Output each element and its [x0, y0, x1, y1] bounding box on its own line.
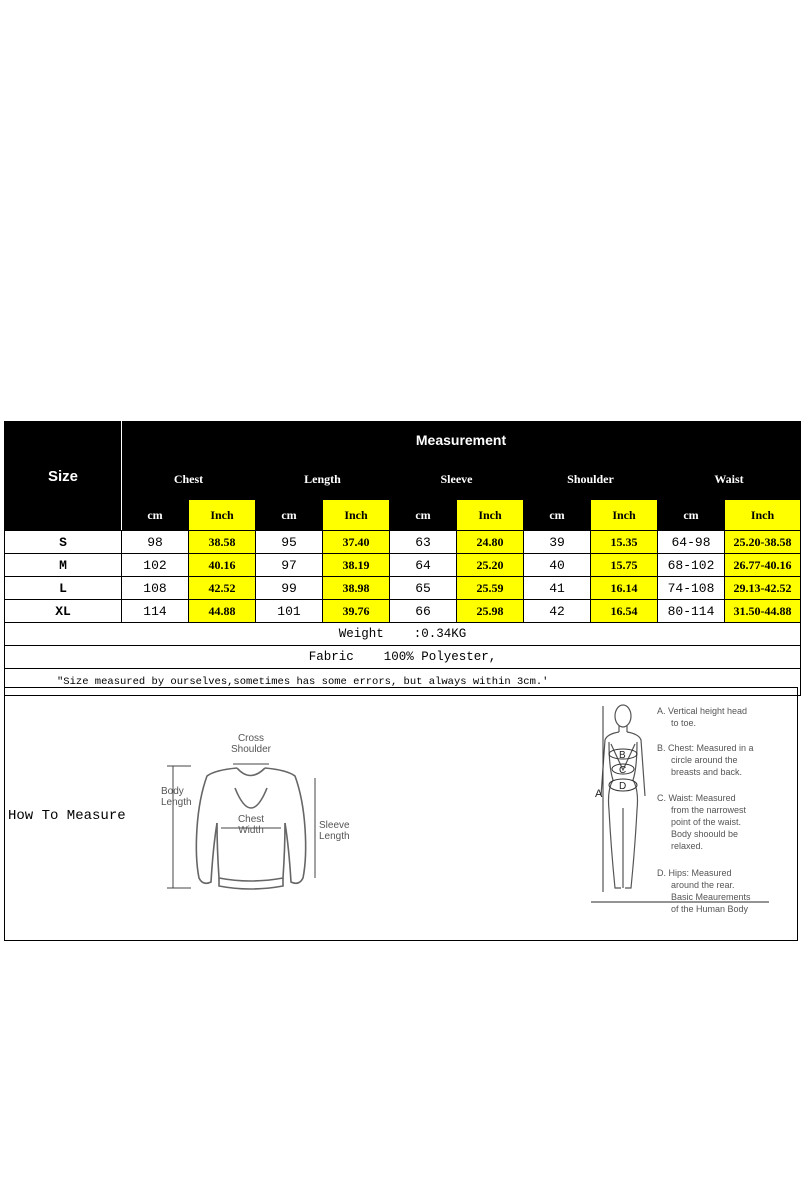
body-letter-c: C	[619, 765, 627, 776]
note-c-line: relaxed.	[671, 841, 704, 851]
cm-value-cell: 65	[390, 577, 457, 600]
group-header-length: Length	[256, 459, 390, 500]
group-header-chest: Chest	[122, 459, 256, 500]
body-letter-a: A	[595, 788, 603, 800]
inch-value-cell: 25.98	[457, 600, 524, 623]
cm-value-cell: 64-98	[658, 531, 725, 554]
cm-value-cell: 41	[524, 577, 591, 600]
body-diagram	[585, 698, 797, 923]
body-length-label: Length	[161, 797, 192, 808]
measurement-header: Measurement	[122, 422, 801, 459]
unit-cm: cm	[122, 500, 189, 531]
cm-value-cell: 102	[122, 554, 189, 577]
chest-width-label: Width	[238, 825, 264, 836]
note-c-line: from the narrowest	[671, 805, 747, 815]
cm-value-cell: 95	[256, 531, 323, 554]
note-a-line: A. Vertical height head	[657, 706, 748, 716]
note-c-line: Body shoould be	[671, 829, 739, 839]
inch-value-cell: 15.35	[591, 531, 658, 554]
size-cell: M	[5, 554, 122, 577]
inch-value-cell: 38.98	[323, 577, 390, 600]
inch-value-cell: 38.19	[323, 554, 390, 577]
inch-value-cell: 24.80	[457, 531, 524, 554]
cm-value-cell: 101	[256, 600, 323, 623]
note-d-line: of the Human Body	[671, 904, 749, 914]
unit-inch: Inch	[323, 500, 390, 531]
inch-value-cell: 29.13-42.52	[725, 577, 801, 600]
cm-value-cell: 42	[524, 600, 591, 623]
cm-value-cell: 64	[390, 554, 457, 577]
size-cell: XL	[5, 600, 122, 623]
cm-value-cell: 39	[524, 531, 591, 554]
cm-value-cell: 74-108	[658, 577, 725, 600]
note-b-line: circle around the	[671, 755, 738, 765]
cross-shoulder-label: Cross	[237, 733, 265, 744]
cm-value-cell: 80-114	[658, 600, 725, 623]
inch-value-cell: 42.52	[189, 577, 256, 600]
cross-shoulder-label: Shoulder	[230, 744, 272, 755]
inch-value-cell: 38.58	[189, 531, 256, 554]
size-row	[5, 531, 801, 554]
inch-value-cell: 31.50-44.88	[725, 600, 801, 623]
inch-value-cell: 37.40	[323, 531, 390, 554]
note-d-line: around the rear.	[671, 880, 735, 890]
note-a-line: to toe.	[671, 718, 697, 728]
note-d-line: Basic Meaurements	[671, 892, 751, 902]
sweatshirt-diagram	[155, 728, 350, 898]
unit-inch: Inch	[725, 500, 801, 531]
unit-inch: Inch	[189, 500, 256, 531]
weight-row	[5, 623, 801, 646]
group-header-shoulder: Shoulder	[524, 459, 658, 500]
inch-value-cell: 16.54	[591, 600, 658, 623]
size-table	[4, 421, 801, 696]
group-header-waist: Waist	[658, 459, 801, 500]
unit-cm: cm	[524, 500, 591, 531]
fabric-label: Fabric	[308, 650, 354, 664]
fabric-value: 100% Polyester,	[383, 650, 497, 664]
cm-value-cell: 68-102	[658, 554, 725, 577]
cm-value-cell: 40	[524, 554, 591, 577]
size-row	[5, 554, 801, 577]
unit-inch: Inch	[457, 500, 524, 531]
weight-label: Weight	[338, 627, 384, 641]
unit-cm: cm	[390, 500, 457, 531]
inch-value-cell: 39.76	[323, 600, 390, 623]
size-row	[5, 600, 801, 623]
inch-value-cell: 26.77-40.16	[725, 554, 801, 577]
unit-cm: cm	[256, 500, 323, 531]
chest-width-label: Chest	[237, 814, 265, 825]
fabric-row	[5, 646, 801, 669]
inch-value-cell: 25.20	[457, 554, 524, 577]
inch-value-cell: 40.16	[189, 554, 256, 577]
inch-value-cell: 25.20-38.58	[725, 531, 801, 554]
unit-inch: Inch	[591, 500, 658, 531]
sleeve-length-label: Length	[319, 831, 350, 842]
how-to-measure-section	[4, 687, 798, 941]
cm-value-cell: 97	[256, 554, 323, 577]
size-row	[5, 577, 801, 600]
cm-value-cell: 114	[122, 600, 189, 623]
inch-value-cell: 44.88	[189, 600, 256, 623]
size-note: "Size measured by ourselves,sometimes has some errors, but always within 3cm.'	[5, 669, 801, 696]
size-chart	[4, 421, 800, 943]
how-to-measure-label: How To Measure	[8, 808, 126, 824]
inch-value-cell: 16.14	[591, 577, 658, 600]
cm-value-cell: 99	[256, 577, 323, 600]
cm-value-cell: 108	[122, 577, 189, 600]
weight-value: :0.34KG	[413, 627, 467, 641]
cm-value-cell: 63	[390, 531, 457, 554]
note-d-line: D. Hips: Measured	[657, 868, 732, 878]
body-letter-b: B	[619, 750, 626, 761]
note-b-line: B. Chest: Measured in a	[657, 743, 754, 753]
inch-value-cell: 25.59	[457, 577, 524, 600]
size-cell: S	[5, 531, 122, 554]
note-c-line: C. Waist: Measured	[657, 793, 736, 803]
note-b-line: breasts and back.	[671, 767, 743, 777]
unit-cm: cm	[658, 500, 725, 531]
size-rows	[5, 531, 801, 623]
body-length-label: Body	[161, 786, 184, 797]
note-c-line: point of the waist.	[671, 817, 742, 827]
cm-value-cell: 66	[390, 600, 457, 623]
inch-value-cell: 15.75	[591, 554, 658, 577]
cm-value-cell: 98	[122, 531, 189, 554]
size-header: Size	[5, 422, 122, 531]
group-header-sleeve: Sleeve	[390, 459, 524, 500]
body-letter-d: D	[619, 781, 627, 792]
size-cell: L	[5, 577, 122, 600]
sleeve-length-label: Sleeve	[319, 820, 350, 831]
